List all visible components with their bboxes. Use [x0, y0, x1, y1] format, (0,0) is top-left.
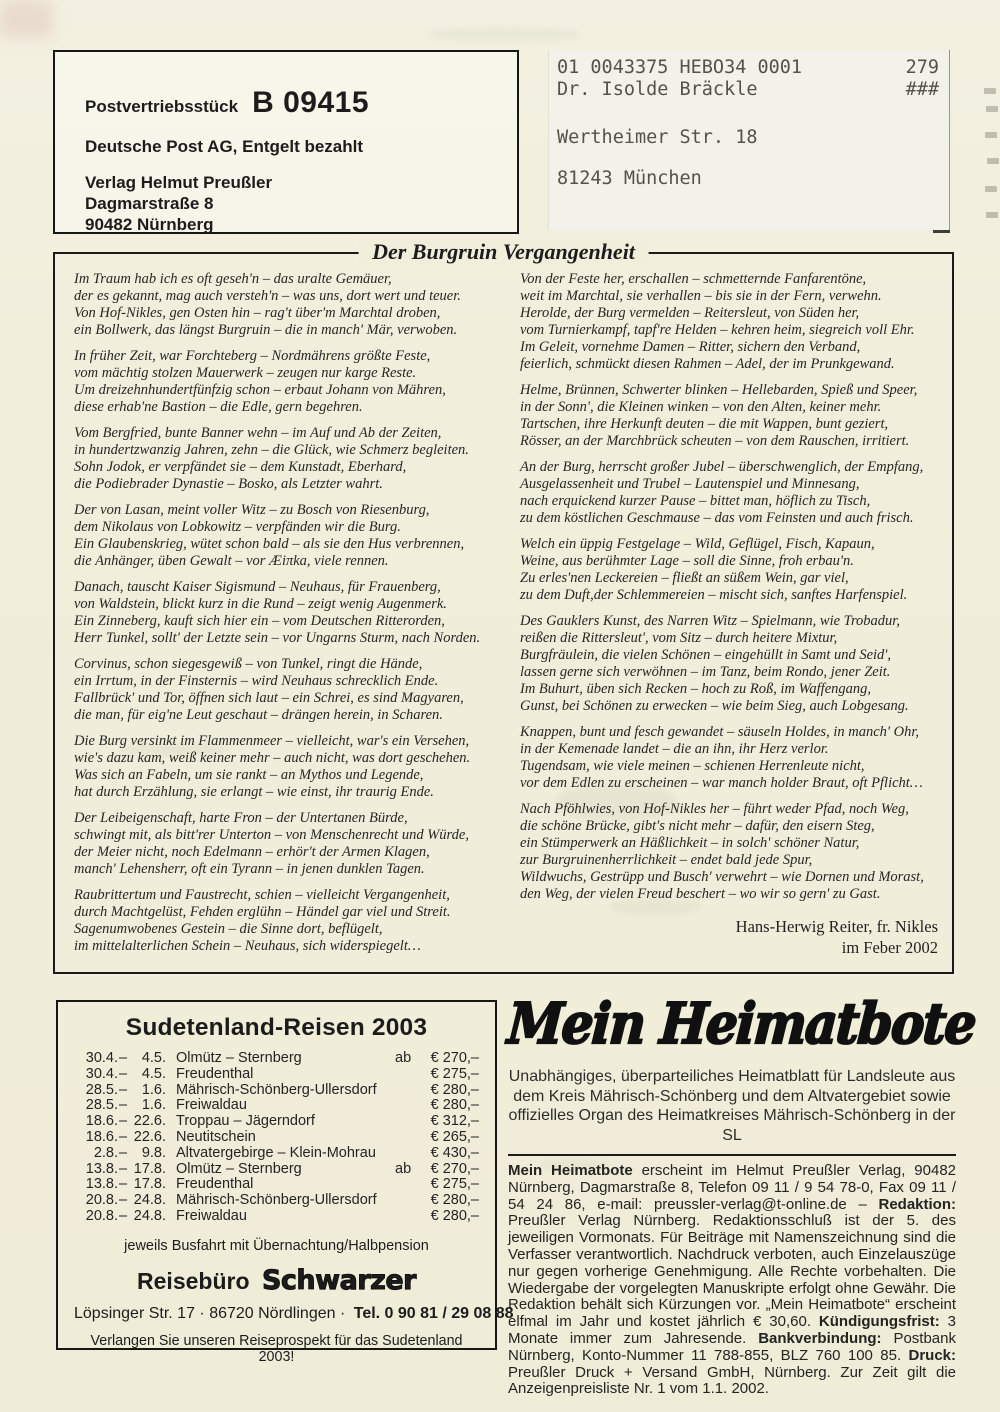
trip-cell-d-dash: –	[118, 1081, 128, 1098]
trip-cell-d-from: 18.6.	[85, 1113, 118, 1130]
poem-line: Von der Feste her, erschallen – schmetternde Fanfarentöne,	[520, 271, 867, 287]
poem-line: dem Nikolaus von Lobkowitz – verpfänden wir die Burg.	[74, 519, 401, 535]
agency-phone: Tel. 0 90 81 / 29 08 88	[353, 1304, 514, 1322]
trip-cell-d-dash: –	[118, 1160, 128, 1177]
trip-row	[74, 1146, 479, 1162]
poem-line: wie's dazu kam, weiß keiner mehr – auch nicht, was dort geschehen.	[74, 750, 471, 766]
trip-cell-d-ab	[395, 1209, 417, 1225]
poem-line: Herolde, der Burg vermelden – Reitersleut, von Süden her,	[520, 305, 860, 321]
imprint-text: Postbank Nürnberg, Konto-Nummer 11 788-855, BLZ 760 100 85.	[508, 1329, 956, 1364]
trip-cell-d-ab	[395, 1177, 417, 1193]
poem-line: Der von Lasan, meint voller Witz – zu Bosch von Riesenburg,	[74, 502, 430, 518]
trip-cell-d-from: 30.4.	[85, 1050, 118, 1066]
poem-line: in hundertzwanzig Jahren, zehn – die Glück, wie Schmerz begleiten.	[74, 442, 469, 458]
poem-line: durch Machtgelüst, Fehden erglühn – Händel gar viel und Streit.	[74, 904, 451, 920]
trip-cell-d-gap	[166, 1083, 176, 1099]
publisher-street: Dagmarstraße 8	[85, 194, 214, 213]
poem-stanza	[74, 348, 496, 416]
trip-cell-d-price: € 275,–	[430, 1065, 479, 1082]
trip-row	[74, 1177, 479, 1193]
imprint-text: erscheint im Helmut Preußler Verlag, 90482 Nürnberg, Dagmarstraße 8, Telefon 09 11 / 9 54 78-0, Fax 09 11 / 54 24 86, e-mail: preussler-verlag@t-online.de –	[508, 1162, 957, 1213]
poem-line: in der Kemenade landet – die an ihn, ihr Herz verlor.	[520, 741, 829, 757]
trip-cell-d-dash: –	[118, 1207, 128, 1224]
trip-cell-d-ab: ab	[395, 1050, 412, 1066]
poem-line: der es gekannt, mag auch versteh'n – was uns, dort wert und teuer.	[74, 288, 461, 304]
recipient-street: Wertheimer Str. 18	[557, 127, 758, 148]
poem-stanza	[520, 801, 942, 903]
poem-title: Der Burgruin Vergangenheit	[358, 239, 649, 265]
poem-column-left	[74, 271, 496, 964]
trip-row	[74, 1193, 479, 1209]
poem-line: vom Turnierkampf, tapf're Helden – kehren heim, siegreich voll Ehr.	[520, 322, 915, 338]
trip-cell-d-gap	[166, 1209, 176, 1225]
trip-cell-d-price: € 270,–	[430, 1050, 479, 1066]
trip-row	[74, 1162, 479, 1178]
poem-stanza	[520, 271, 942, 373]
poem-stanza	[520, 724, 942, 792]
poem-line: Der Leibeigenschaft, harte Fron – der Untertanen Bürde,	[74, 810, 408, 826]
publisher-name: Verlag Helmut Preußler	[85, 173, 273, 192]
poem-stanza	[520, 536, 942, 604]
newspaper-logo: Mein Heimatbote	[505, 990, 978, 1057]
trip-cell-d-from: 30.4.	[85, 1065, 118, 1082]
trip-cell-d-price: € 312,–	[430, 1113, 479, 1130]
label-hash-marks: ###	[905, 79, 939, 100]
imprint-paragraph	[508, 1163, 956, 1398]
trip-cell-d-ab	[395, 1067, 417, 1083]
poem-line: In früher Zeit, war Forchteberg – Nordmährens größte Feste,	[74, 348, 431, 364]
travel-ad-box	[56, 1000, 514, 1365]
poem-line: Im Geleit, vornehme Damen – Ritter, sichern den Verband,	[520, 339, 861, 355]
poem-line: manch' Lehensherr, oft ein Tyrann – in jenen dunklen Tagen.	[74, 861, 425, 877]
poem-line: Tugendsam, wie viele meinen – schienen Herrenleute nicht,	[520, 758, 865, 774]
poem-line: Was sich an Fabeln, um sie rankt – an Mythos und Legende,	[74, 767, 424, 783]
poem-signature	[520, 916, 942, 958]
trips-note: jeweils Busfahrt mit Übernachtung/Halbpension	[124, 1237, 429, 1254]
poem-line: zu dem köstlichen Geschmause – das vom Feinsten und auch frisch.	[520, 510, 914, 526]
address-label-row	[557, 57, 939, 79]
poem-stanza	[520, 382, 942, 450]
poem-line: Wildwuchs, Gestrüpp und Busch' verwehrt – wie Dornen und Morast,	[520, 869, 924, 885]
trip-cell-d-to: 17.8.	[133, 1160, 166, 1177]
trip-cell-d-gap	[166, 1067, 176, 1083]
poem-stanza	[74, 887, 496, 955]
poem-line: Sohn Jodok, er verpfändet sie – dem Kunstadt, Eberhard,	[74, 459, 407, 475]
trip-cell-d-ab	[395, 1146, 417, 1162]
scan-corner-tint	[0, 0, 52, 38]
trip-cell-d-from: 13.8.	[85, 1160, 118, 1177]
trip-cell-d-dash: –	[118, 1176, 128, 1193]
trip-cell-d-price: € 280,–	[430, 1081, 479, 1098]
poem-line: weit im Marchtal, sie verhallen – bis sie in der Fern, verwehn.	[520, 288, 882, 304]
publisher-address-block	[85, 172, 497, 235]
trip-cell-d-from: 28.5.	[85, 1097, 118, 1114]
trip-cell-d-ab	[395, 1083, 417, 1099]
trip-cell-d-dash: –	[118, 1097, 128, 1114]
poem-line: von Waldstein, blickt kurz in die Rund – zeigt wenig Augenmerk.	[74, 596, 447, 612]
trip-cell-d-ab	[395, 1098, 417, 1114]
trip-cell-d-gap	[166, 1193, 176, 1209]
poem-line: Tartschen, ihre Herkunft deuten – die mit Wappen, bunt geziert,	[520, 416, 889, 432]
poem-stanza	[74, 271, 496, 339]
trip-cell-d-from: 18.6.	[85, 1128, 118, 1145]
poem-line: hat durch Erzählung, sie erlangt – wie einst, ihr traurig Ende.	[74, 784, 434, 800]
poem-line: Ein Glaubenskrieg, wütet schon bald – als sie den Hus verbrennen,	[74, 536, 465, 552]
bleedthrough-artifact	[430, 28, 580, 41]
poem-line: die Podiebrader Dynastie – Bosko, als Letzter wahrt.	[74, 476, 383, 492]
publisher-city: 90482 Nürnberg	[85, 215, 214, 234]
trip-cell-d-dest: Mährisch-Schönberg-Ullersdorf	[176, 1192, 377, 1209]
poem-line: Vom Bergfried, bunte Banner wehn – im Auf und Ab der Zeiten,	[74, 425, 442, 441]
trip-cell-d-from: 2.8.	[93, 1144, 118, 1161]
trip-cell-d-dest: Altvatergebirge – Klein-Mohrau	[176, 1144, 376, 1161]
trip-cell-d-dest: Olmütz – Sternberg	[176, 1160, 302, 1177]
poem-line: die schöne Brücke, gibt's nicht mehr – dafür, den eisern Steg,	[520, 818, 875, 834]
trip-cell-d-to: 24.8.	[133, 1207, 166, 1224]
poem-line: Weine, aus berühmter Lage – soll die Sinne, froh erbau'n.	[520, 553, 854, 569]
label-number: 279	[905, 57, 939, 78]
trip-cell-d-gap	[166, 1051, 176, 1067]
trip-cell-d-to: 22.6.	[133, 1113, 166, 1130]
trip-cell-d-price: € 280,–	[430, 1192, 479, 1209]
trip-cell-d-dest: Freudenthal	[176, 1065, 254, 1082]
trip-cell-d-dest: Troppau – Jägerndorf	[176, 1113, 315, 1130]
trip-row	[74, 1051, 479, 1067]
poem-column-right	[520, 271, 942, 964]
imprint-text: Preußler Verlag Nürnberg. Redaktionsschluß ist der 5. des jeweiligen Vormonats. Für Beiträge mit Namenszeichnung sind die Verfasser verantwortlich. Nachdruck verboten, auch Einzelauszüge nur gegen vorherige Genehmigung. Alle Rechte vorbehalten. Die Wiedergabe der vorgelegten Manuskripte erfolgt ohne Gewähr. Die Redaktion behält sich Kürzungen vor. „Mein Heimatbote“ erscheint elfmal im Jahr und kostet jährlich € 30,60.	[508, 1212, 956, 1331]
scan-edge-mark	[985, 132, 997, 138]
trip-cell-d-price: € 265,–	[430, 1128, 479, 1145]
trip-row	[74, 1114, 479, 1130]
poem-box	[53, 239, 954, 974]
poem-line: Ein Zinneberg, kauft sich hier ein – vom Deutschen Ritterorden,	[74, 613, 445, 629]
imprint-text: Preußler Druck + Versand GmbH, Nürnberg. Zur Zeit gilt die Anzeigenpreisliste Nr. 1 vom 1.1. 2002.	[508, 1363, 956, 1398]
trips-cta: Verlangen Sie unseren Reiseprospekt für das Sudetenland 2003!	[90, 1332, 463, 1365]
travel-agency-logo	[74, 1265, 479, 1296]
trip-cell-d-from: 28.5.	[85, 1081, 118, 1098]
masthead-section	[505, 988, 978, 1398]
postal-paid-note: Deutsche Post AG, Entgelt bezahlt	[85, 137, 364, 156]
poem-line: die man, für eig'ne Leut geschaut – drängen herein, in Scharen.	[74, 707, 443, 723]
subscriber-address-label	[548, 50, 950, 230]
trip-cell-d-dest: Freiwaldau	[176, 1097, 247, 1114]
scan-edge-mark	[984, 88, 996, 94]
poem-line: Des Gauklers Kunst, des Narren Witz – Spielmann, wie Trobadur,	[520, 613, 900, 629]
newspaper-description: Unabhängiges, überparteiliches Heimatblatt für Landsleute aus dem Kreis Mährisch-Schönberg und dem Altvatergebiet sowie offizielles Organ des Heimatkreises Mährisch-Schönberg in der SL	[508, 1068, 956, 1144]
poem-line: zur Burgruinenherrlichkeit – endet bald jede Spur,	[520, 852, 813, 868]
poem-line: Welch ein üppig Festgelage – Wild, Geflügel, Fisch, Kapaun,	[520, 536, 875, 552]
poem-line: Nach Pföhlwies, von Hof-Nikles her – führt weder Pfad, noch Weg,	[520, 801, 909, 817]
poem-line: ein Irrtum, in der Finsternis – wird Neuhaus schrecklich Ende.	[74, 673, 439, 689]
poem-line: Danach, tauscht Kaiser Sigismund – Neuhaus, für Frauenberg,	[74, 579, 441, 595]
trip-cell-d-dash: –	[118, 1065, 128, 1082]
trip-cell-d-dest: Mährisch-Schönberg-Ullersdorf	[176, 1081, 377, 1098]
imprint-bold-term: Bankverbindung:	[758, 1329, 882, 1347]
poem-line: lassen gerne sich verwöhnen – im Tanz, beim Rondo, jener Zeit.	[520, 664, 891, 680]
poem-line: Raubrittertum und Faustrecht, schien – vielleicht Vergangenheit,	[74, 887, 450, 903]
trip-cell-d-dash: –	[118, 1192, 128, 1209]
agency-name: Schwarzer	[261, 1264, 416, 1296]
poem-line: reißen die Rittersleut', vom Sitz – durch heitere Mixtur,	[520, 630, 838, 646]
postal-permit-box	[53, 50, 519, 234]
poem-line: Im Buhurt, üben sich Recken – hoch zu Roß, im Waffengang,	[520, 681, 872, 697]
poem-line: Herr Tunkel, sollt' der Letzte sein – vor Ungarns Sturm, nach Norden.	[74, 630, 481, 646]
trip-cell-d-dest: Freiwaldau	[176, 1207, 247, 1224]
trip-cell-d-dest: Neutitschein	[176, 1128, 256, 1145]
poem-line: Helme, Brünnen, Schwerter blinken – Hellebarden, Spieß und Speer,	[520, 382, 918, 398]
scan-edge-mark	[986, 212, 998, 218]
agency-prefix: Reisebüro	[137, 1267, 250, 1294]
trip-cell-d-from: 13.8.	[85, 1176, 118, 1193]
poem-author: Hans-Herwig Reiter, fr. Nikles	[735, 917, 938, 936]
trip-cell-d-ab	[395, 1193, 417, 1209]
subscription-code: 01 0043375 HEBO34 0001	[557, 57, 803, 78]
poem-line: im mittelalterlichen Schein – Neuhaus, sich widerspiegelt…	[74, 938, 421, 954]
trip-cell-d-from: 20.8.	[85, 1192, 118, 1209]
address-label-row	[557, 79, 939, 101]
trip-cell-d-ab	[395, 1130, 417, 1146]
imprint-bold-term: Druck:	[908, 1346, 956, 1364]
trip-cell-d-to: 22.6.	[133, 1128, 166, 1145]
poem-line: die Anhänger, üben Gewalt – vor Æiπka, viele rennen.	[74, 553, 389, 569]
trip-cell-d-to: 4.5.	[141, 1065, 166, 1082]
trip-row	[74, 1209, 479, 1225]
recipient-city: 81243 München	[557, 168, 702, 189]
trip-cell-d-to: 1.6.	[141, 1081, 166, 1098]
travel-ad-title: Sudetenland-Reisen 2003	[125, 1014, 428, 1041]
trip-cell-d-dash: –	[118, 1144, 128, 1161]
poem-line: Burgfräulein, die vielen Schönen – eingehüllt in Samt und Seid',	[520, 647, 892, 663]
trip-cell-d-dest: Freudenthal	[176, 1176, 254, 1193]
trip-cell-d-dash: –	[118, 1128, 128, 1145]
poem-line: vor dem Edlen zu erscheinen – war manch holder Braut, oft Pflicht…	[520, 775, 923, 791]
poem-line: der Meier nicht, noch Edelmann – erhör't der Armen Klagen,	[74, 844, 430, 860]
scan-edge-mark	[985, 186, 997, 192]
recipient-name: Dr. Isolde Bräckle	[557, 79, 758, 100]
masthead-divider	[508, 1154, 956, 1156]
poem-stanza	[74, 425, 496, 493]
imprint-bold-term: Mein Heimatbote	[508, 1162, 633, 1179]
trip-cell-d-gap	[166, 1098, 176, 1114]
poem-line: Ausgelassenheit und Trubel – Lautenspiel und Minnesang,	[520, 476, 860, 492]
scan-edge-mark	[986, 106, 998, 112]
trip-cell-d-ab: ab	[395, 1160, 412, 1177]
poem-line: An der Burg, herrscht großer Jubel – überschwenglich, der Empfang,	[520, 459, 924, 475]
trip-cell-d-to: 4.5.	[141, 1050, 166, 1066]
trip-cell-d-price: € 280,–	[430, 1097, 479, 1114]
poem-stanza	[520, 459, 942, 527]
poem-date: im Feber 2002	[841, 938, 938, 957]
postal-permit-label: Postvertriebsstück	[85, 97, 239, 116]
poem-columns	[55, 254, 952, 964]
poem-line: feierlich, schmückt diesen Rahmen – Adel, der im Prunkgewand.	[520, 356, 895, 372]
poem-stanza	[74, 810, 496, 878]
trip-cell-d-price: € 280,–	[430, 1207, 479, 1224]
trip-cell-d-price: € 275,–	[430, 1176, 479, 1193]
trip-cell-d-price: € 270,–	[430, 1160, 479, 1177]
agency-address-line	[74, 1304, 514, 1323]
poem-line: Fallbrück' und Tor, öffnen sich laut – ein Schrei, es sind Magyaren,	[74, 690, 464, 706]
trip-cell-d-to: 17.8.	[133, 1176, 166, 1193]
trip-cell-d-dash: –	[118, 1050, 128, 1066]
poem-line: ein Stümperwerk an Häßlichkeit – in solch' schöner Natur,	[520, 835, 860, 851]
poem-stanza	[520, 613, 942, 715]
imprint-bold-term: Redaktion:	[878, 1195, 956, 1213]
poem-line: in der Sonn', die Kleinen winken – von den Alten, keiner mehr.	[520, 399, 882, 415]
poem-line: Im Traum hab ich es oft geseh'n – das uralte Gemäuer,	[74, 271, 392, 287]
trip-cell-d-to: 9.8.	[141, 1144, 166, 1161]
imprint-text: 3 Monate immer zum Jahresende.	[508, 1313, 956, 1347]
poem-line: zu dem Duft,der Schlemmereien – mischt sich, sanftes Harfenspiel.	[520, 587, 908, 603]
trip-cell-d-price: € 430,–	[430, 1144, 479, 1161]
poem-line: Von Hof-Nikles, gen Osten hin – rag't über'm Marchtal droben,	[74, 305, 441, 321]
trip-cell-d-ab	[395, 1114, 417, 1130]
trip-cell-d-to: 1.6.	[141, 1097, 166, 1114]
poem-line: Knappen, bunt und fesch gewandet – säuseln Holdes, in manch' Ohr,	[520, 724, 919, 740]
trip-row	[74, 1083, 479, 1099]
trip-cell-d-dash: –	[118, 1113, 128, 1130]
label-corner-mark	[933, 230, 950, 233]
trip-cell-d-dest: Olmütz – Sternberg	[176, 1050, 302, 1066]
poem-stanza	[74, 656, 496, 724]
poem-line: Zu erles'nen Leckereien – fließt an süßem Wein, gar viel,	[520, 570, 849, 586]
agency-address: Löpsinger Str. 17 · 86720 Nördlingen ·	[74, 1304, 346, 1322]
poem-line: Rösser, an der Marchbrück scheuten – von dem Rauschen, irritiert.	[520, 433, 910, 449]
trip-row	[74, 1130, 479, 1146]
scan-edge-mark	[987, 158, 999, 164]
trips-table	[74, 1051, 479, 1225]
poem-column-right-stanzas	[520, 271, 942, 903]
poem-line: vom mächtig stolzen Mauerwerk – zeugen nur karge Reste.	[74, 365, 417, 381]
poem-line: Um dreizehnhundertfünfzig schon – erbaut Johann von Mähren,	[74, 382, 446, 398]
postal-permit-code: B 09415	[252, 86, 370, 119]
poem-line: schwingt mit, als bitt'rer Unterton – von Menschenrecht und Würde,	[74, 827, 469, 843]
poem-stanza	[74, 579, 496, 647]
trip-cell-d-gap	[166, 1146, 176, 1162]
trip-cell-d-from: 20.8.	[85, 1207, 118, 1224]
trip-cell-d-to: 24.8.	[133, 1192, 166, 1209]
poem-line: ein Bollwerk, das längst Burgruin – die in manch' Mär, verwoben.	[74, 322, 458, 338]
poem-line: Gunst, bei Schönen zu erwecken – wie beim Sieg, auch Lobgesang.	[520, 698, 909, 714]
trip-cell-d-gap	[166, 1130, 176, 1146]
trip-cell-d-gap	[166, 1162, 176, 1178]
poem-line: den Weg, der vielen Freud beschert – wo wir so gern' zu Gast.	[520, 886, 881, 902]
poem-stanza	[74, 733, 496, 801]
trip-cell-d-gap	[166, 1177, 176, 1193]
postal-permit-line	[85, 86, 497, 120]
poem-line: Sagenumwobenes Gestein – die Sinne dort, beflügelt,	[74, 921, 383, 937]
poem-line: Corvinus, schon siegesgewiß – von Tunkel, ringt die Hände,	[74, 656, 423, 672]
poem-line: nach erquickend kurzer Pause – bittet man, höflich zu Tisch,	[520, 493, 871, 509]
trip-row	[74, 1067, 479, 1083]
trip-row	[74, 1098, 479, 1114]
imprint-bold-term: Kündigungsfrist:	[818, 1313, 940, 1331]
trip-cell-d-gap	[166, 1114, 176, 1130]
poem-line: Die Burg versinkt im Flammenmeer – vielleicht, war's ein Versehen,	[74, 733, 470, 749]
poem-line: diese erhab'ne Bastion – die Edle, gern begehren.	[74, 399, 363, 415]
poem-stanza	[74, 502, 496, 570]
